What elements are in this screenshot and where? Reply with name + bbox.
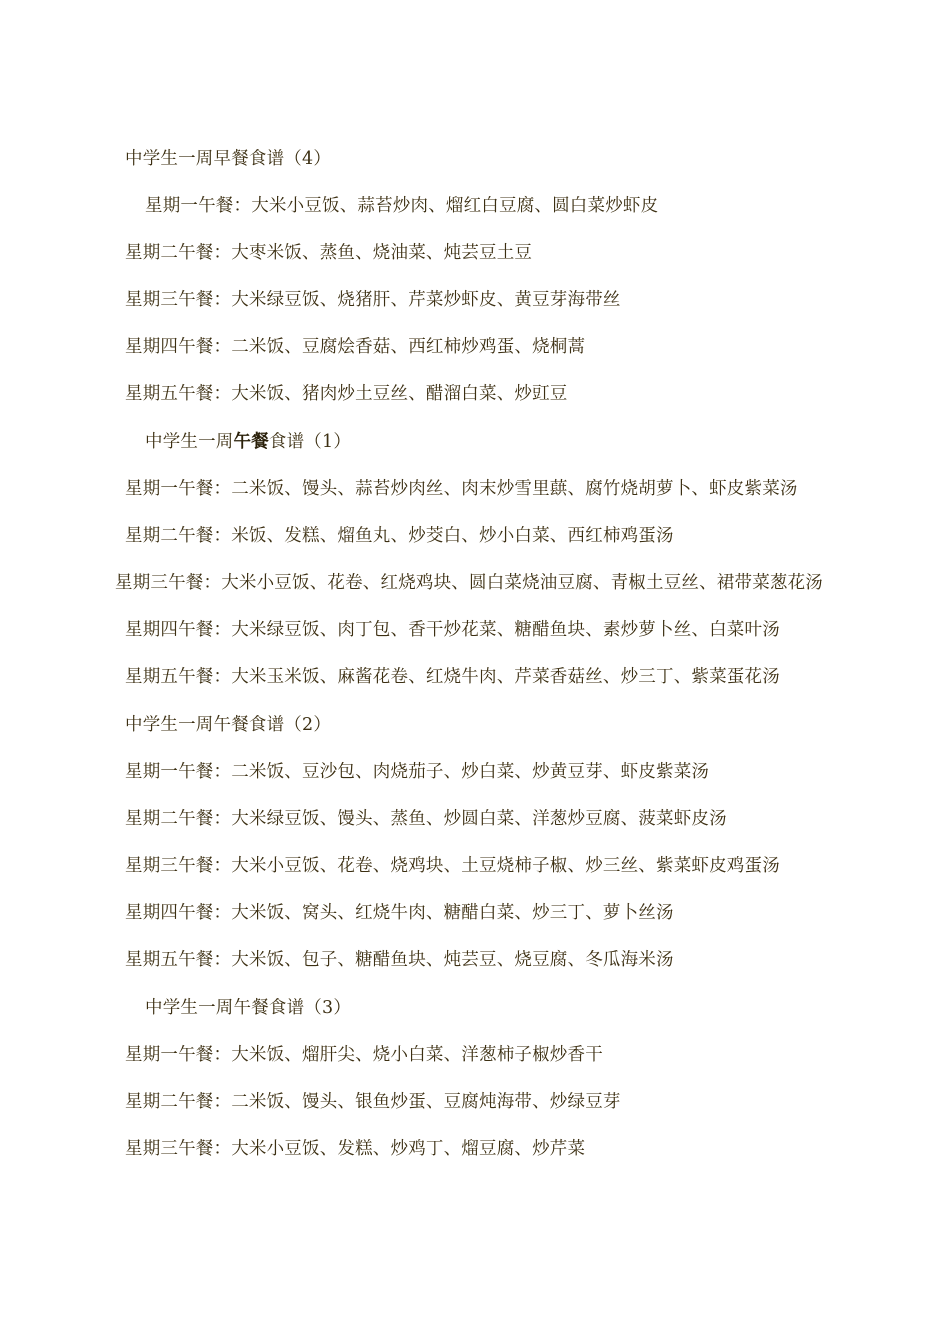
menu-line: 星期二午餐：二米饭、馒头、银鱼炒蛋、豆腐炖海带、炒绿豆芽 (125, 1092, 621, 1112)
section-title: 中学生一周午餐食谱（3） (145, 998, 352, 1018)
section-title (145, 430, 351, 454)
menu-line: 星期一午餐：大米小豆饭、蒜苔炒肉、熘红白豆腐、圆白菜炒虾皮 (145, 196, 659, 216)
menu-line: 星期三午餐：大米小豆饭、花卷、烧鸡块、土豆烧柿子椒、炒三丝、紫菜虾皮鸡蛋汤 (125, 856, 780, 876)
menu-line: 星期五午餐：大米玉米饭、麻酱花卷、红烧牛肉、芹菜香菇丝、炒三丁、紫菜蛋花汤 (125, 667, 780, 687)
menu-line: 星期三午餐：大米绿豆饭、烧猪肝、芹菜炒虾皮、黄豆芽海带丝 (125, 290, 621, 310)
menu-line: 星期四午餐：大米饭、窝头、红烧牛肉、糖醋白菜、炒三丁、萝卜丝汤 (125, 903, 674, 923)
menu-line: 星期五午餐：大米饭、猪肉炒土豆丝、醋溜白菜、炒豇豆 (125, 384, 568, 404)
section-title-emphasis: 午餐 (233, 432, 269, 452)
menu-line: 星期二午餐：米饭、发糕、熘鱼丸、炒茭白、炒小白菜、西红柿鸡蛋汤 (125, 526, 674, 546)
menu-line: 星期三午餐：大米小豆饭、发糕、炒鸡丁、熘豆腐、炒芹菜 (125, 1139, 586, 1159)
menu-line: 星期三午餐：大米小豆饭、花卷、红烧鸡块、圆白菜烧油豆腐、青椒土豆丝、裙带菜葱花汤 (115, 573, 823, 593)
menu-line: 星期二午餐：大米绿豆饭、馒头、蒸鱼、炒圆白菜、洋葱炒豆腐、菠菜虾皮汤 (125, 809, 727, 829)
menu-line: 星期二午餐：大枣米饭、蒸鱼、烧油菜、炖芸豆土豆 (125, 243, 533, 263)
section-title-part: 中学生一周 (145, 432, 234, 452)
menu-line: 星期一午餐：二米饭、豆沙包、肉烧茄子、炒白菜、炒黄豆芽、虾皮紫菜汤 (125, 762, 710, 782)
menu-line: 星期一午餐：二米饭、馒头、蒜苔炒肉丝、肉末炒雪里蕻、腐竹烧胡萝卜、虾皮紫菜汤 (125, 479, 798, 499)
section-title: 中学生一周午餐食谱（2） (125, 715, 332, 735)
menu-line: 星期五午餐：大米饭、包子、糖醋鱼块、炖芸豆、烧豆腐、冬瓜海米汤 (125, 950, 674, 970)
menu-line: 星期一午餐：大米饭、熘肝尖、烧小白菜、洋葱柿子椒炒香干 (125, 1045, 603, 1065)
section-title-part: 食谱（1） (268, 432, 352, 452)
menu-line: 星期四午餐：二米饭、豆腐烩香菇、西红柿炒鸡蛋、烧桐蒿 (125, 337, 586, 357)
section-title: 中学生一周早餐食谱（4） (125, 149, 332, 169)
menu-line: 星期四午餐：大米绿豆饭、肉丁包、香干炒花菜、糖醋鱼块、素炒萝卜丝、白菜叶汤 (125, 620, 780, 640)
